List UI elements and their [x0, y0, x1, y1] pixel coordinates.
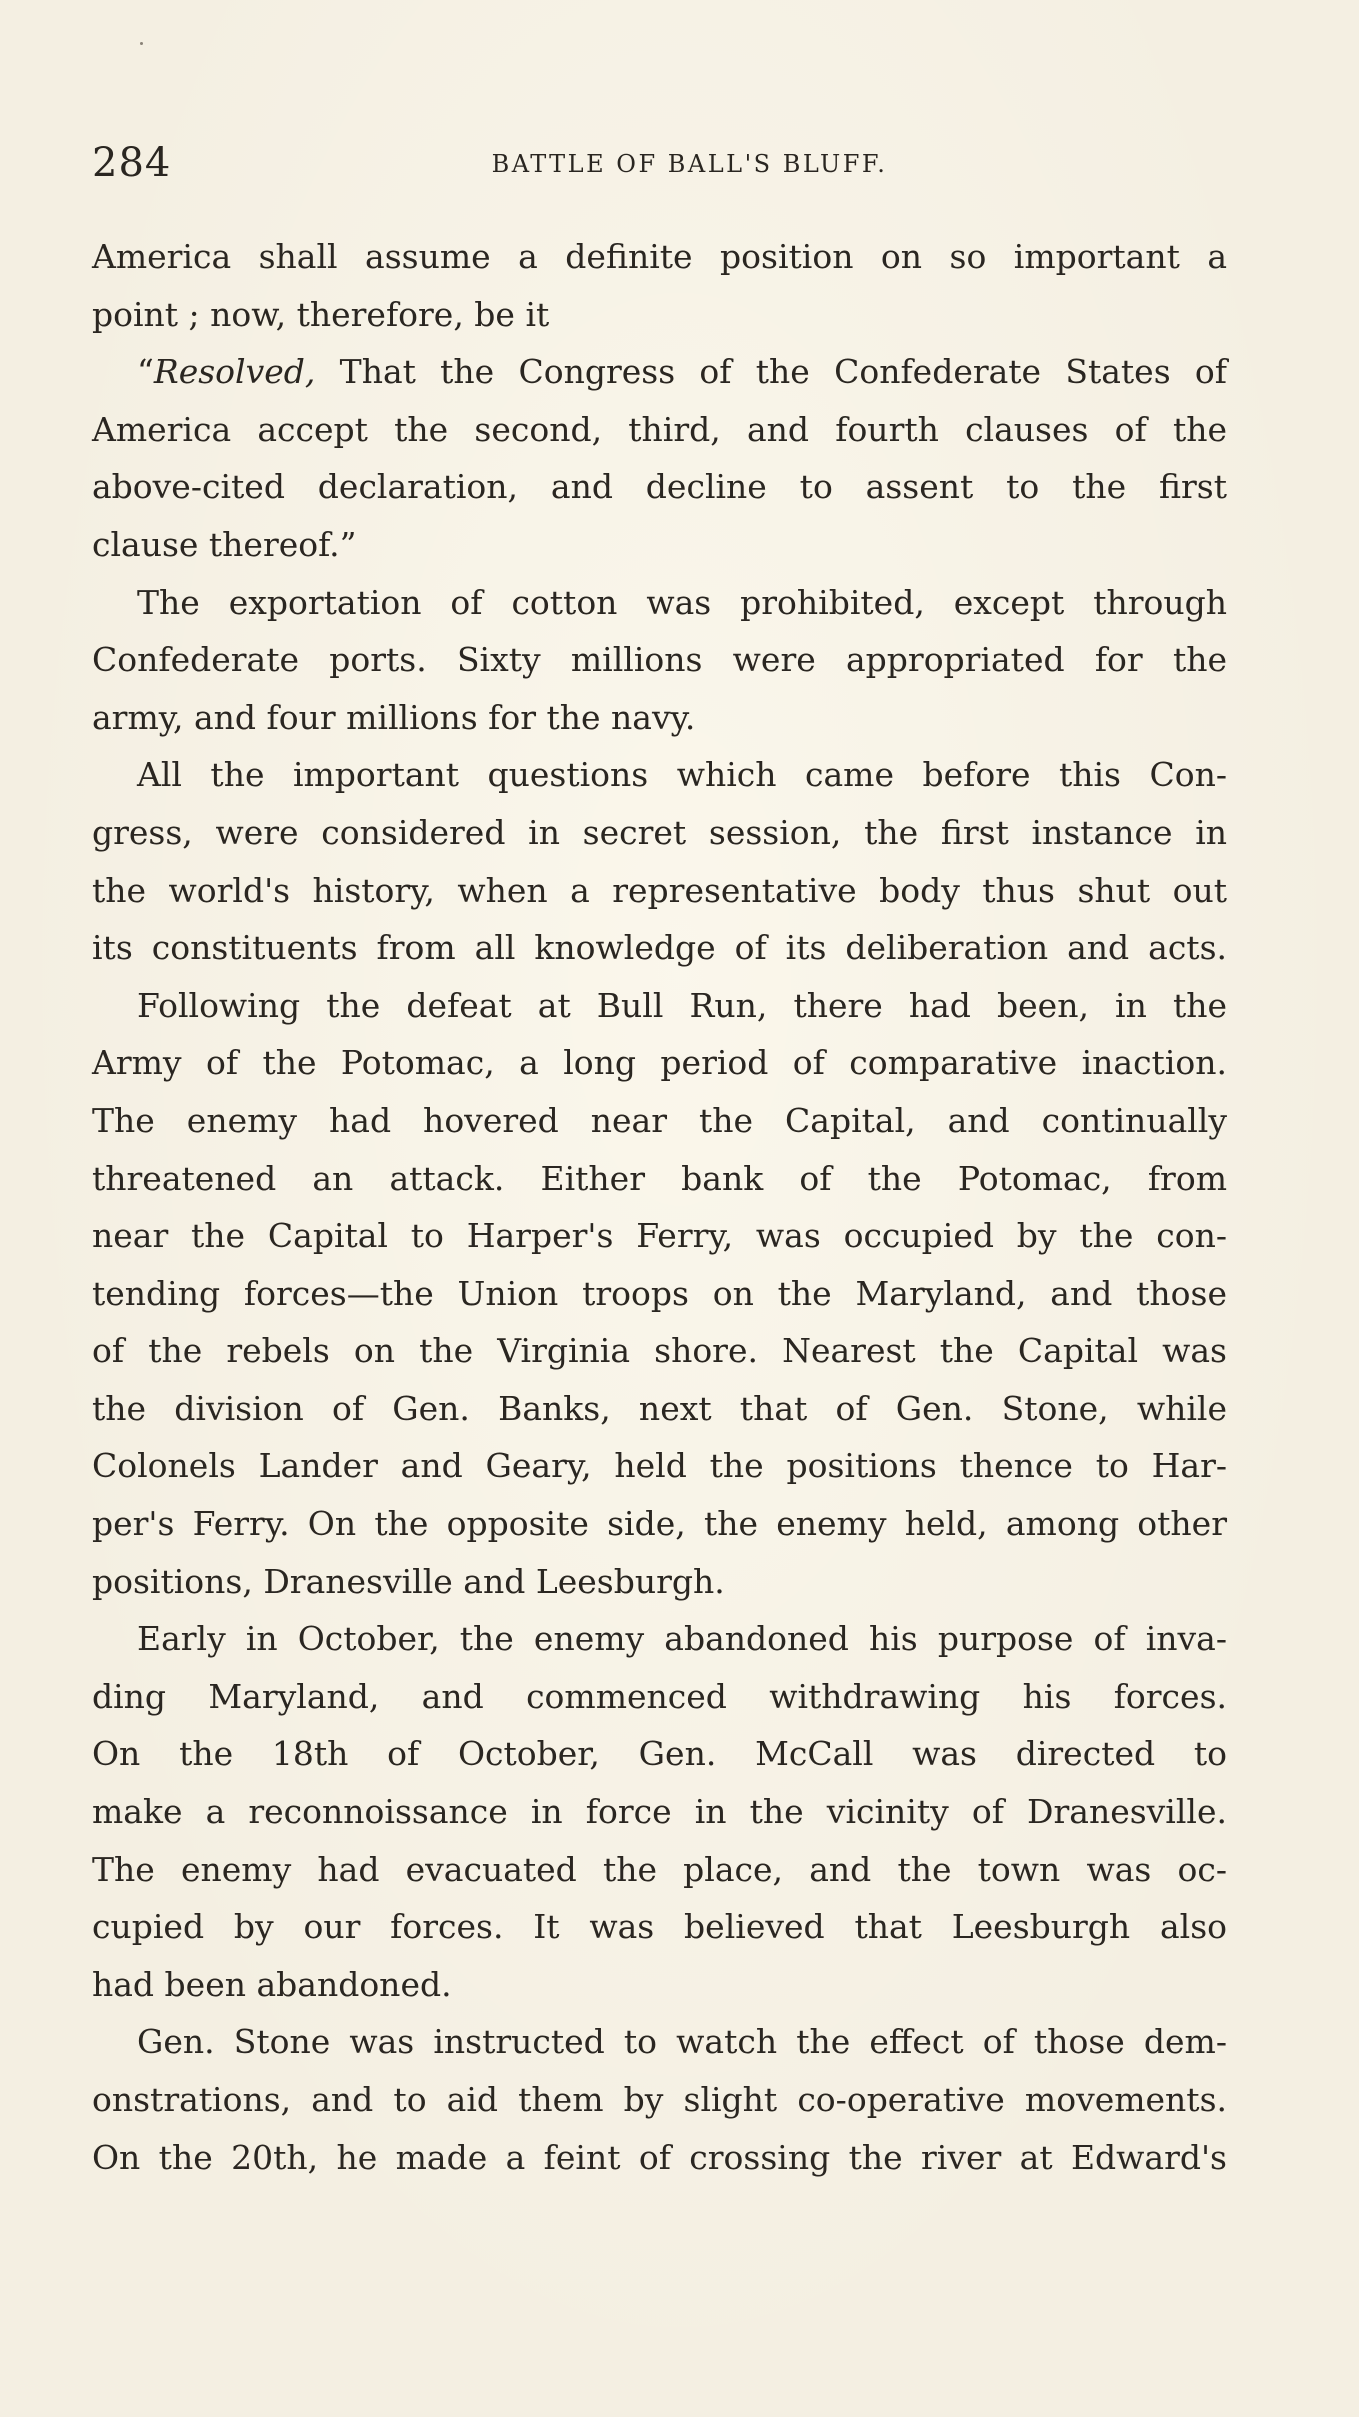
text-line: cupied by our forces. It was believed that Leesburgh also [92, 1907, 1227, 1947]
text-line: ding Maryland, and commenced withdrawing his forces. [92, 1676, 1227, 1716]
text-line: tending forces—the Union troops on the Maryland, and those [92, 1273, 1227, 1313]
text-line: per's Ferry. On the opposite side, the enemy held, among other [92, 1504, 1227, 1544]
text-line: America accept the second, third, and fourth clauses of the [92, 409, 1227, 449]
text-line: The enemy had hovered near the Capital, and continually [92, 1100, 1227, 1140]
text-line: America shall assume a definite position on so important a [92, 237, 1227, 276]
text-line: On the 20th, he made a feint of crossing the river at Edward's [92, 2137, 1227, 2177]
text-line: near the Capital to Harper's Ferry, was occupied by the con- [92, 1216, 1227, 1256]
text-line: positions, Dranesville and Leesburgh. [92, 1561, 725, 1601]
body-text [92, 228, 1227, 2186]
text-line: Following the defeat at Bull Run, there had been, in the [137, 985, 1227, 1025]
text-line: point ; now, therefore, be it [92, 294, 550, 334]
resolved-italic: Resolved, [153, 352, 316, 392]
text-line: its constituents from all knowledge of its deliberation and acts. [92, 928, 1227, 968]
text-line: Army of the Potomac, a long period of comparative inaction. [92, 1043, 1227, 1083]
text-line: make a reconnoissance in force in the vicinity of Dranesville. [92, 1792, 1227, 1832]
text-line: onstrations, and to aid them by slight co-operative movements. [92, 2080, 1227, 2119]
text-line: Early in October, the enemy abandoned his purpose of inva- [137, 1619, 1227, 1659]
text-line: The enemy had evacuated the place, and the town was oc- [92, 1849, 1227, 1889]
running-head: BATTLE OF BALL'S BLUFF. [491, 150, 888, 178]
text-line: On the 18th of October, Gen. McCall was directed to [92, 1734, 1227, 1774]
line-rest: That the Congress of the Confederate States of [315, 352, 1227, 392]
paper-speck [140, 42, 143, 45]
text-line: of the rebels on the Virginia shore. Nearest the Capital was [92, 1331, 1227, 1371]
text-line: Confederate ports. Sixty millions were appropriated for the [92, 640, 1227, 680]
text-line: the world's history, when a representative body thus shut out [92, 870, 1227, 910]
text-line: the division of Gen. Banks, next that of Gen. Stone, while [92, 1388, 1227, 1428]
text-line: gress, were considered in secret session, the first instance in [92, 812, 1227, 852]
page-header [92, 138, 1227, 188]
text-line [92, 343, 1227, 401]
text-line: above-cited declaration, and decline to assent to the first [92, 467, 1227, 507]
text-line: had been abandoned. [92, 1964, 452, 2004]
text-line: threatened an attack. Either bank of the Potomac, from [92, 1158, 1227, 1198]
page-number: 284 [92, 140, 172, 186]
text-line: Colonels Lander and Geary, held the positions thence to Har- [92, 1446, 1227, 1486]
text-line: Gen. Stone was instructed to watch the effect of those dem- [137, 2022, 1227, 2062]
text-line: All the important questions which came before this Con- [137, 755, 1227, 795]
text-line: army, and four millions for the navy. [92, 697, 696, 737]
open-quote: “ [137, 352, 154, 392]
text-line: The exportation of cotton was prohibited, except through [137, 582, 1227, 622]
text-line: clause thereof.” [92, 524, 357, 564]
